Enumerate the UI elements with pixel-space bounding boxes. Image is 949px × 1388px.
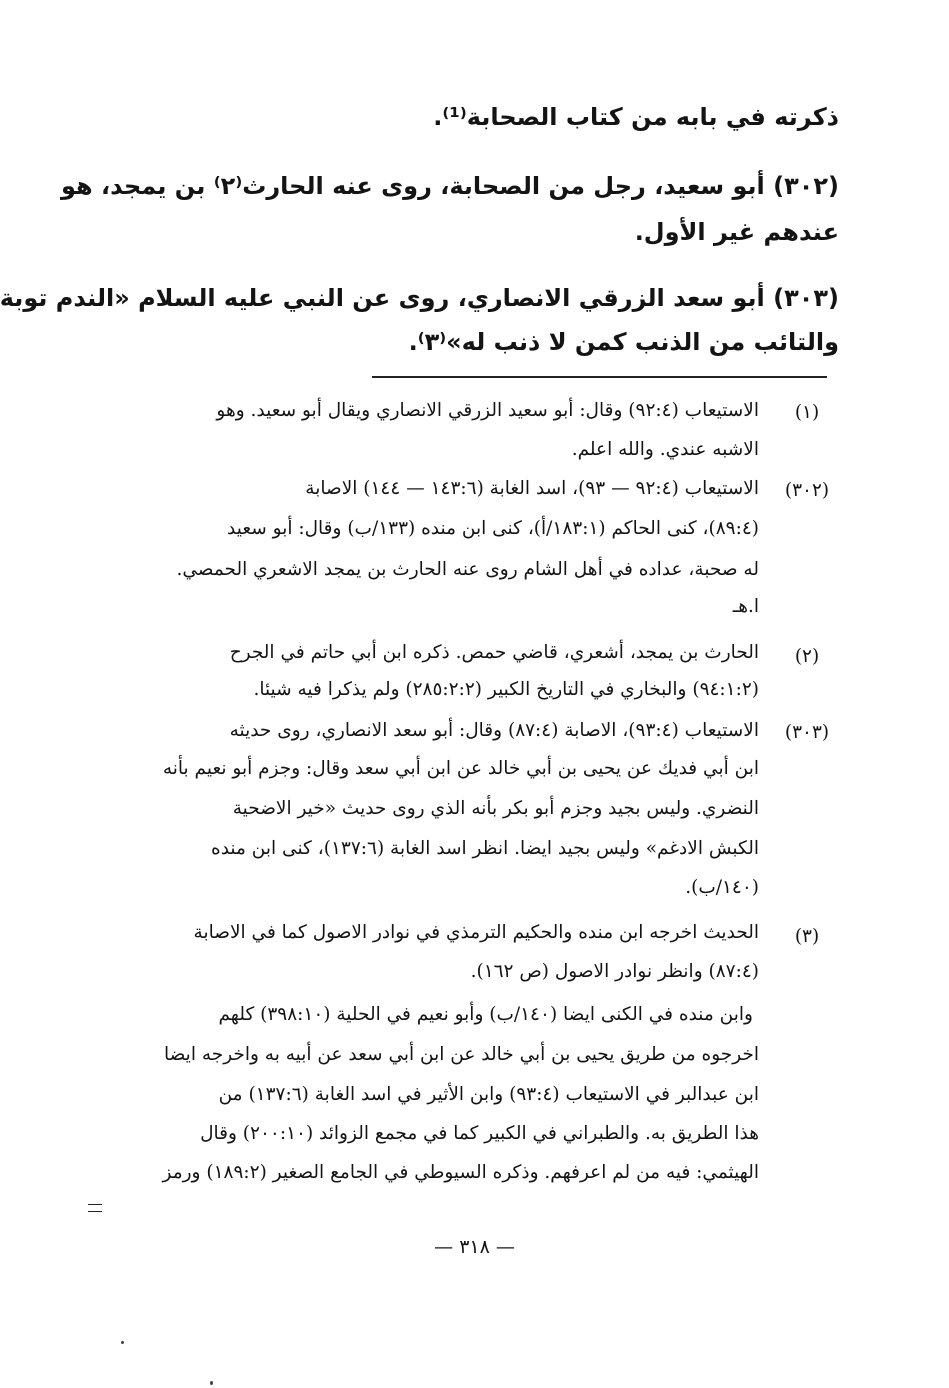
footnote-line: الكبش الادغم» وليس بجيد ايضا. انظر اسد الغابة (١٣٧:٦)، كنى ابن منده (211, 838, 759, 859)
footnote-number: (٣٠٢) (784, 480, 830, 501)
footnote-line: الحارث بن يمجد، أشعري، قاضي حمص. ذكره ابن أبي حاتم في الجرح (229, 642, 759, 663)
footnote-line: الهيثمي: فيه من لم اعرفهم. وذكره السيوطي في الجامع الصغير (١٨٩:٢) ورمز (162, 1162, 759, 1183)
footnote-line: الحديث اخرجه ابن منده والحكيم الترمذي في نوادر الاصول كما في الاصابة (193, 922, 759, 943)
footnote-line: هذا الطريق به. والطبراني في الكبير كما في مجمع الزوائد (٢٠٠:١٠) وقال (200, 1123, 759, 1144)
footnote-line: ابن عبدالبر في الاستيعاب (٩٣:٤) وابن الأثير في اسد الغابة (١٣٧:٦) من (218, 1084, 759, 1105)
footnote-line: ابن أبي فديك عن يحيى بن أبي خالد عن ابن أبي سعد وقال: وجزم أبو نعيم بأنه (162, 758, 759, 779)
footnote-line: اخرجوه من طريق يحيى بن أبي خالد عن ابن أبي سعد عن أبيه به واخرجه ايضا (164, 1044, 759, 1065)
footnote-line: ا.هـ (732, 596, 759, 617)
entry-302-line: عندهم غير الأول. (634, 218, 839, 246)
entry-303-line: (٣٠٣) أبو سعد الزرقي الانصاري، روى عن النبي عليه السلام «الندم توبة (0, 284, 839, 312)
footnote-line: له صحبة، عداده في أهل الشام روى عنه الحارث بن يمجد الاشعري الحمصي. (176, 559, 759, 580)
footnote-line: (٨٩:٤)، كنى الحاكم (١٨٣:١/أ)، كنى ابن منده (١٣٣/ب) وقال: أبو سعيد (227, 518, 759, 539)
entry-302-line: (٣٠٢) أبو سعيد، رجل من الصحابة، روى عنه الحارث⁽٢⁾ بن يمجد، هو (61, 172, 839, 200)
footnote-separator (372, 376, 827, 378)
footnote-number: (١) (794, 402, 820, 423)
footnote-number: (٣٠٣) (784, 722, 830, 743)
footnote-line: (٨٧:٤) وانظر نوادر الاصول (ص ١٦٢). (470, 961, 759, 982)
footnote-line: (١٤٠/ب). (685, 877, 759, 898)
page-number: — ٣١٨ — (434, 1236, 515, 1258)
footnote-line: الاشبه عندي. والله اعلم. (571, 439, 759, 460)
entry-303-line: والتائب من الذنب كمن لا ذنب له»⁽٣⁾. (408, 328, 839, 356)
footnote-line: (٩٤:١:٢) والبخاري في التاريخ الكبير (٢٨٥:٢:٢) ولم يذكرا فيه شيئا. (253, 679, 759, 700)
footnote-number: (٢) (794, 646, 820, 667)
footnote-number: (٣) (794, 926, 820, 947)
footnote-line: الاستيعاب (٩٢:٤) وقال: أبو سعيد الزرقي الانصاري ويقال أبو سعيد. وهو (216, 400, 759, 421)
scan-speck (210, 1381, 213, 1385)
footnote-line: وابن منده في الكنى ايضا (١٤٠/ب) وأبو نعيم في الحلية (٣٩٨:١٠) كلهم (218, 1004, 753, 1025)
footnote-line: النضري. وليس بجيد وجزم أبو بكر بأنه الذي روى حديث «خير الاضحية (232, 798, 759, 819)
scan-speck (121, 1341, 124, 1344)
footnote-line: الاستيعاب (٩٢:٤ — ٩٣)، اسد الغابة (١٤٣:٦ — ١٤٤) الاصابة (305, 478, 759, 499)
main-text-line: ذكرته في بابه من كتاب الصحابة⁽¹⁾. (433, 103, 839, 131)
footnote-line: الاستيعاب (٩٣:٤)، الاصابة (٨٧:٤) وقال: أبو سعد الانصاري، روى حديثه (229, 720, 759, 741)
continuation-mark (88, 1204, 102, 1212)
